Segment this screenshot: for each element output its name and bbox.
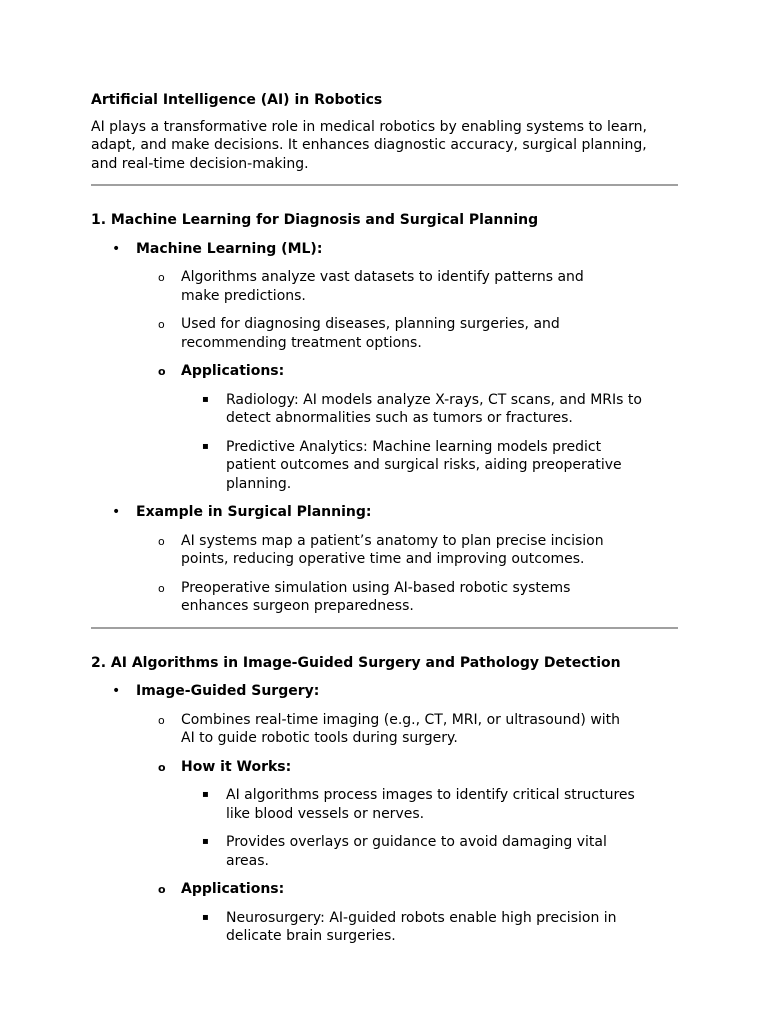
igs-applications-item	[91, 880, 681, 899]
example-point-2	[91, 579, 681, 616]
square-marker: ▪	[202, 789, 209, 800]
how-point-2-text: Provides overlays or guidance to avoid damaging vital areas.	[226, 834, 607, 869]
how-point-1-text: AI algorithms process images to identify critical structures like blood vessels or nerves.	[226, 787, 635, 822]
horizontal-rule	[91, 627, 678, 629]
how-it-works-label: How it Works:	[181, 758, 292, 775]
ml-list-item	[91, 240, 681, 259]
example-list-item	[91, 503, 681, 522]
ml-point-2	[91, 315, 681, 352]
application-neurosurgery-text: Neurosurgery: AI-guided robots enable high precision in delicate brain surgeries.	[226, 909, 617, 944]
horizontal-rule	[91, 184, 678, 186]
application-predictive-text: Predictive Analytics: Machine learning models predict patient outcomes and surgical risks, aiding preoperative planning.	[226, 438, 622, 492]
ml-applications-label: Applications:	[181, 363, 285, 379]
section-1-heading: 1. Machine Learning for Diagnosis and Surgical Planning	[91, 212, 539, 228]
how-point-1	[91, 786, 681, 823]
square-marker: ▪	[202, 836, 209, 847]
igs-applications-label: Applications:	[181, 881, 285, 897]
intro-paragraph: AI plays a transformative role in medical robotics by enabling systems to learn, adapt, and make decisions. It enhances diagnostic accuracy, surgical planning, and real-time decision-making.	[91, 118, 647, 172]
igs-list-item	[91, 682, 681, 701]
square-marker: ▪	[202, 440, 209, 452]
how-it-works-item	[91, 758, 681, 777]
document-title: Artificial Intelligence (AI) in Robotics	[91, 92, 383, 108]
how-point-2	[91, 833, 681, 870]
example-point-1	[91, 532, 681, 569]
bullet-marker: •	[112, 240, 121, 257]
square-marker: ▪	[202, 911, 209, 923]
bullet-marker: •	[112, 504, 121, 520]
igs-point-text: Combines real-time imaging (e.g., CT, MRI, or ultrasound) with AI to guide robotic tools during surgery.	[181, 711, 621, 746]
igs-label: Image-Guided Surgery:	[136, 683, 320, 699]
example-point-1-text: AI systems map a patient’s anatomy to plan precise incision points, reducing operative time and improving outcomes.	[181, 532, 604, 567]
bullet-marker: •	[112, 683, 121, 699]
ml-point-2-text: Used for diagnosing diseases, planning surgeries, and recommending treatment options.	[181, 316, 560, 351]
circle-marker: o	[158, 581, 165, 595]
document-content	[91, 91, 681, 956]
ml-label: Machine Learning (ML):	[136, 240, 323, 257]
ml-point-1-text: Algorithms analyze vast datasets to identify patterns and make predictions.	[181, 269, 584, 304]
application-neurosurgery	[91, 909, 681, 946]
circle-marker: o	[158, 365, 166, 378]
ml-point-1	[91, 268, 681, 305]
circle-marker: o	[158, 318, 165, 331]
example-label: Example in Surgical Planning:	[136, 504, 372, 520]
application-predictive-analytics	[91, 438, 681, 494]
example-point-2-text: Preoperative simulation using AI-based robotic systems enhances surgeon preparedness.	[181, 579, 571, 614]
circle-marker: o	[158, 271, 165, 284]
section-2-heading: 2. AI Algorithms in Image-Guided Surgery and Pathology Detection	[91, 654, 621, 671]
circle-marker: o	[158, 760, 166, 774]
circle-marker: o	[158, 883, 166, 896]
circle-marker: o	[158, 713, 165, 727]
igs-point	[91, 711, 681, 748]
application-radiology	[91, 391, 681, 428]
square-marker: ▪	[202, 393, 209, 405]
ml-applications-item	[91, 362, 681, 381]
circle-marker: o	[158, 534, 165, 548]
application-radiology-text: Radiology: AI models analyze X-rays, CT scans, and MRIs to detect abnormalities such as tumors or fractures.	[226, 391, 642, 426]
